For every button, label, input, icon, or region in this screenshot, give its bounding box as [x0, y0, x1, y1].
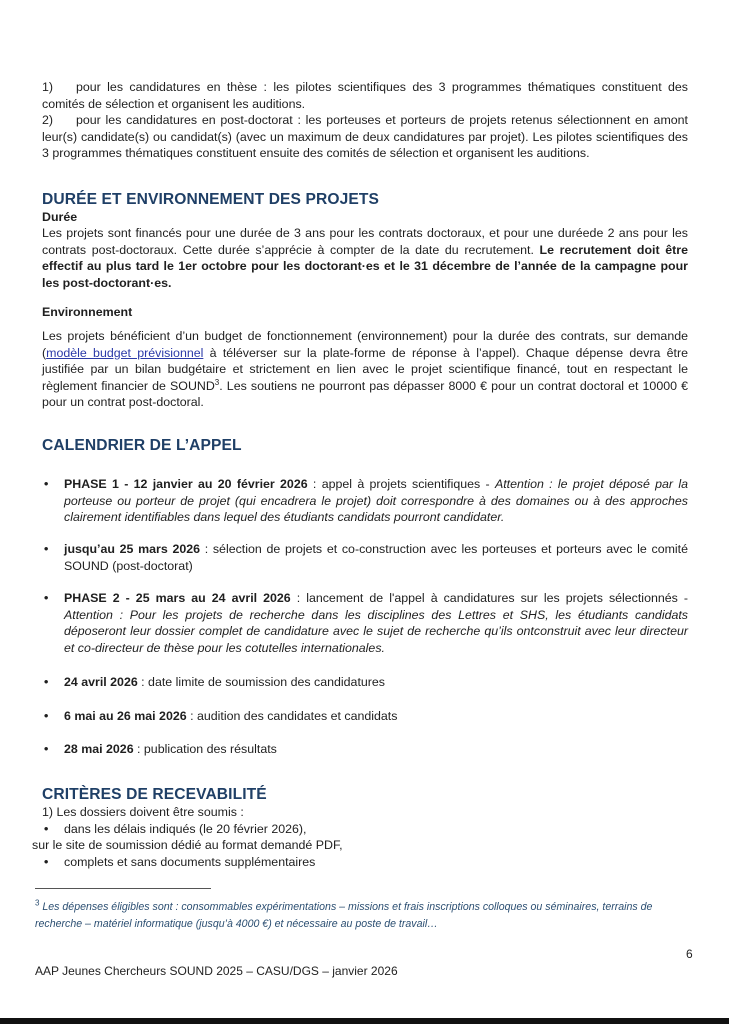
entry-note: Attention : le projet déposé par la porteuse ou porteur de projet (qui encadrera le projet) doit correspondre à des domaines ou à des approches clairement identifiables dans lequel des étudiants candidats pourront candidater. — [64, 477, 689, 525]
mars-item — [42, 541, 688, 574]
mai28-item — [42, 741, 688, 758]
duree-paragraph — [42, 225, 688, 291]
criteres-bullet — [42, 821, 688, 838]
bullet: • — [44, 854, 49, 869]
subheading-environnement: Environnement — [42, 305, 133, 319]
footnote-separator — [35, 888, 211, 889]
calendar-entry — [42, 590, 688, 656]
entry-date: jusqu’au 25 mars 2026 — [64, 542, 201, 556]
env-text: à téléverser sur la plate-forme de réponse à l’appel). Chaque dépense devra être justifiée par un bilan budgétaire et strictement en lien avec le projet scientifique financé, tout en respectant le règlement financier de SOUND — [42, 345, 689, 393]
calendar-entry — [42, 674, 688, 691]
footnote — [35, 899, 687, 932]
mai-item — [42, 708, 688, 725]
criteres-line: sur le site de soumission dédié au format demandé PDF, — [32, 838, 343, 853]
duree-text: Les projets sont financés pour une durée de 3 ans pour les contrats doctoraux, et pour une duréede 2 ans pour les contrats post-doctoraux. Cette durée s’apprécie à compter de la date du recrutement. — [42, 226, 688, 257]
bullet: • — [44, 709, 49, 723]
duree-bold-text: Le recrutement doit être effectif au plus tard le 1er octobre pour les doctorant·es et le 31 décembre de l’année de la campagne pour les post-doctorant·es. — [42, 242, 688, 290]
criteres-line: 1) Les dossiers doivent être soumis : — [42, 805, 244, 819]
entry-note: Attention : Pour les projets de recherche dans les disciplines des Lettres et SHS, les étudiants candidats déposeront leur dossier complet de candidature avec le sujet de recherche qu’ils ontconstruit avec leur directeur et co-directeur de thèse pour les cotutelles internationales. — [64, 607, 688, 655]
calendar-entry — [42, 476, 688, 526]
item-number: 1) — [42, 80, 54, 94]
entry-text: : audition des candidates et candidats — [186, 709, 398, 723]
phase1-item — [42, 476, 688, 526]
calendar-entry — [42, 741, 688, 758]
intro-item-2 — [42, 112, 688, 162]
avril-item — [42, 674, 688, 691]
section-heading: CALENDRIER DE L’APPEL — [42, 437, 242, 454]
entry-text: : publication des résultats — [133, 742, 277, 756]
subheading-duree: Durée — [42, 210, 78, 224]
criteres-text: dans les délais indiqués (le 20 février 2026), — [64, 821, 307, 836]
section-heading: CRITÈRES DE RECEVABILITÉ — [42, 786, 267, 803]
bullet: • — [44, 742, 49, 756]
bullet: • — [44, 821, 49, 836]
criteres-section — [32, 785, 688, 870]
page-footer: AAP Jeunes Chercheurs SOUND 2025 – CASU/DGS – janvier 2026 — [35, 964, 398, 978]
intro-list — [42, 79, 688, 162]
entry-date: PHASE 1 - 12 janvier au 20 février 2026 — [64, 477, 308, 491]
bullet: • — [44, 591, 49, 605]
environnement-paragraph — [42, 328, 688, 411]
bullet: • — [44, 477, 49, 491]
calendrier-heading-block — [42, 436, 688, 455]
footnote-number: 3 — [35, 898, 40, 908]
entry-text: : sélection de projets et co-construction avec les porteuses et porteurs avec le comité SOUND (post-doctorat) — [64, 542, 688, 573]
duree-section — [42, 190, 688, 291]
item-number: 2) — [42, 113, 54, 128]
criteres-text: complets et sans documents supplémentaires — [64, 854, 316, 869]
bullet: • — [44, 675, 49, 689]
entry-text: : date limite de soumission des candidatures — [137, 675, 385, 689]
calendar-entry — [42, 541, 688, 574]
section-heading: DURÉE ET ENVIRONNEMENT DES PROJETS — [42, 191, 379, 208]
entry-date: 24 avril 2026 — [64, 675, 138, 689]
item-text: pour les candidatures en thèse : les pilotes scientifiques des 3 programmes thématiques constituent des comités de sélection et organisent les auditions. — [42, 80, 688, 111]
bullet: • — [44, 542, 49, 556]
entry-date: 6 mai au 26 mai 2026 — [64, 709, 187, 723]
criteres-bullet — [42, 854, 688, 871]
footnote-text: Les dépenses éligibles sont : consommables expérimentations – missions et frais inscriptions colloques ou séminaires, terrains de recherche – matériel informatique (jusqu’à 4000 €) et nécessaire au poste de travail… — [35, 901, 653, 930]
phase2-item — [42, 590, 688, 656]
intro-item-1 — [42, 79, 688, 112]
entry-text: : appel à projets scientifiques - — [307, 477, 495, 491]
environnement-block — [42, 304, 688, 411]
page-number: 6 — [686, 947, 693, 961]
item-text: pour les candidatures en post-doctorat : les porteuses et porteurs de projets retenus sélectionnent en amont leur(s) candidate(s) ou candidat(s) (avec un maximum de deux candidatures par projet). Les pilotes scientifiques des 3 programmes thématiques constituent ensuite des comités de sélection et organisent les auditions. — [42, 113, 688, 161]
entry-text: : lancement de l'appel à candidatures sur les projets sélectionnés - — [290, 591, 688, 605]
env-text: Les projets bénéficient d’un budget de fonctionnement (environnement) pour la durée des contrats, sur demande ( — [42, 329, 688, 360]
entry-date: PHASE 2 - 25 mars au 24 avril 2026 — [64, 591, 291, 605]
footnote-ref[interactable]: 3 — [214, 377, 220, 387]
budget-model-link[interactable]: modèle budget prévisionnel — [46, 345, 204, 360]
bottom-edge-bar — [0, 1018, 729, 1024]
entry-date: 28 mai 2026 — [64, 742, 134, 756]
env-text: . Les soutiens ne pourront pas dépasser 8000 € pour un contrat doctoral et 10000 € pour un contrat post-doctoral. — [42, 378, 688, 410]
calendar-entry — [42, 708, 688, 725]
